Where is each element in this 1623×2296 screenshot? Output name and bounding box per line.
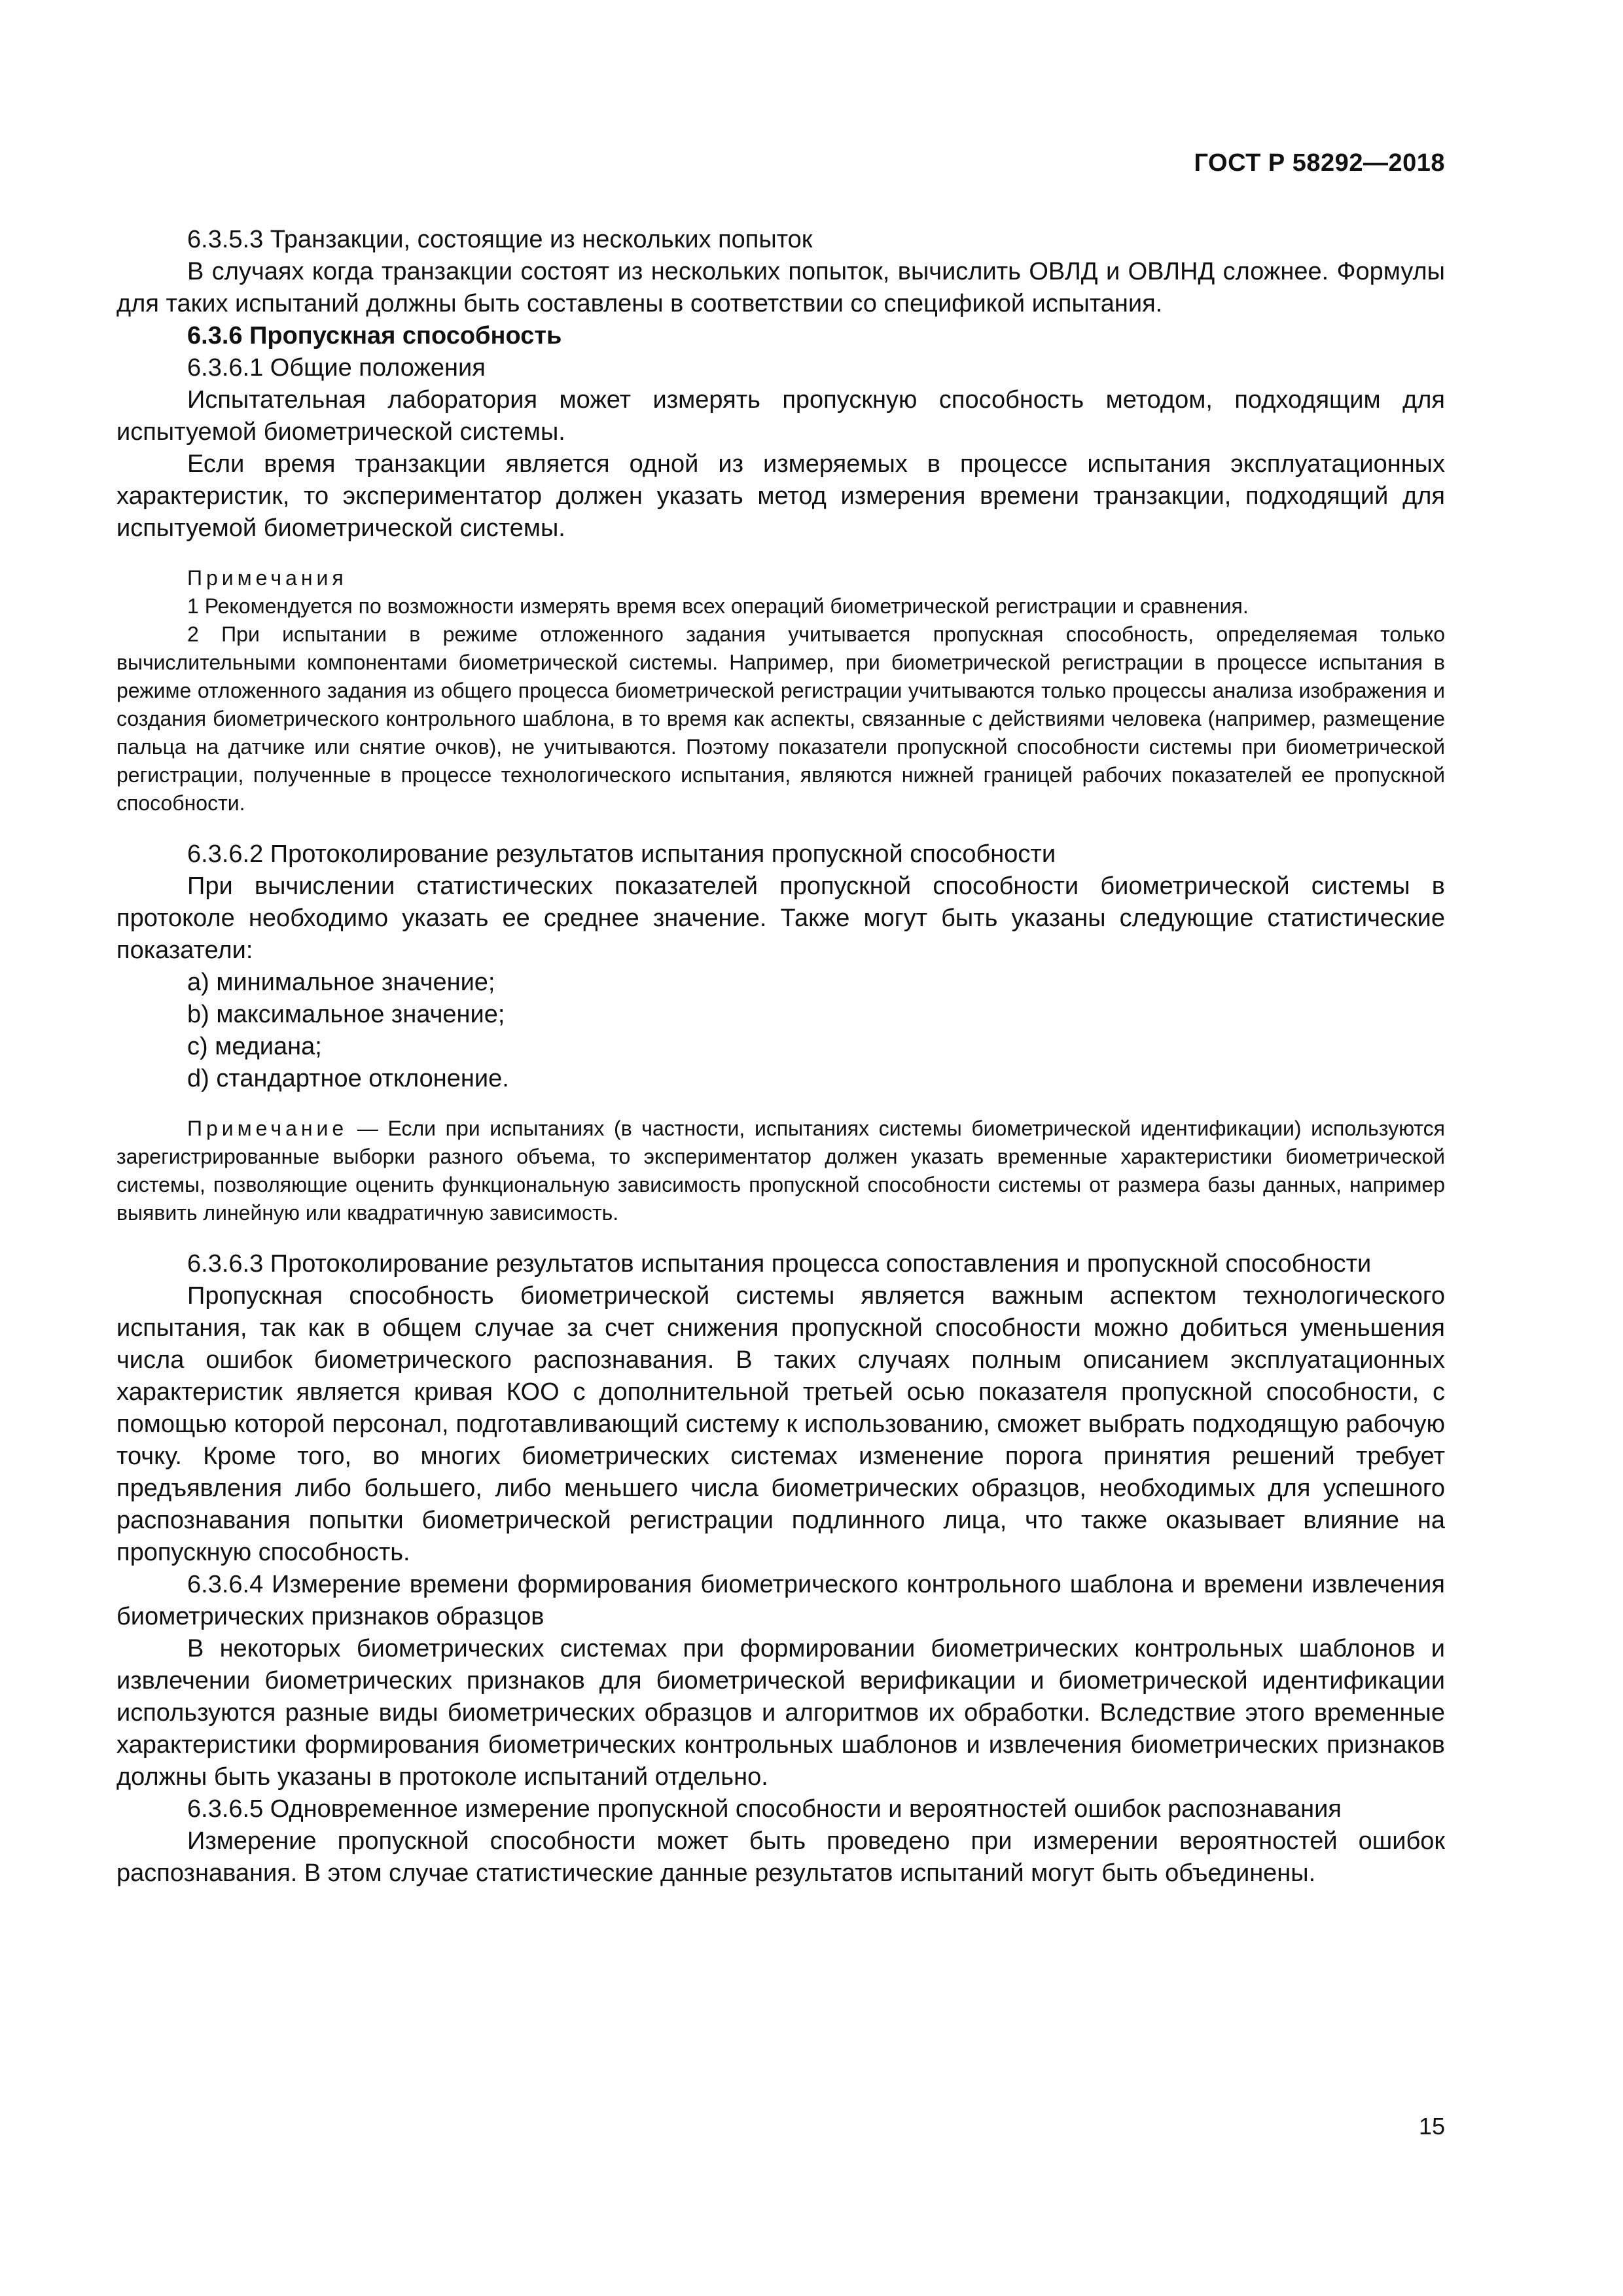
section-6-3-6-5-paragraph: Измерение пропускной способности может быть проведено при измерении вероятностей ошибок распознавания. В этом случае статистические данные результатов испытаний могут быть объединены. [116,1827,1445,1887]
section-6-3-6-4-title: 6.3.6.4 Измерение времени формирования биометрического контрольного шаблона и времени извлечения биометрических признаков образцов [116,1571,1445,1630]
document-body [116,224,1445,1890]
list-item-b: b) максимальное значение; [187,1001,505,1028]
list-item-d: d) стандартное отклонение. [187,1065,509,1092]
notes-block-1 [116,564,1445,817]
note-text: — Если при испытаниях (в частности, испытаниях системы биометрической идентификации) используются зарегистрированные выборки разного объема, то экспериментатор должен указать временные характеристики биометрической системы, позволяющие оценить функциональную зависимость пропускной способности системы от размера базы данных, например выявить линейную или квадратичную зависимость. [116,1117,1445,1225]
section-6-3-6-1-title: 6.3.6.1 Общие положения [187,354,486,382]
page-number: 15 [1418,2113,1445,2140]
section-6-3-5-3-paragraph: В случаях когда транзакции состоят из нескольких попыток, вычислить ОВЛД и ОВЛНД сложнее. Формулы для таких испытаний должны быть составлены в соответствии со спецификой испытания. [116,258,1445,317]
list-item-c: c) медиана; [187,1033,322,1060]
section-6-3-6-2-title: 6.3.6.2 Протоколирование результатов испытания пропускной способности [187,840,1056,868]
section-6-3-6-2-paragraph: При вычислении статистических показателей пропускной способности биометрической системы в протоколе необходимо указать ее среднее значение. Также могут быть указаны следующие статистические показатели: [116,872,1445,964]
section-6-3-6-1-paragraph-2: Если время транзакции является одной из измеряемых в процессе испытания эксплуатационных характеристик, то экспериментатор должен указать метод измерения времени транзакции, подходящий для испытуемой биометрической системы. [116,450,1445,542]
section-6-3-5-3-title: 6.3.5.3 Транзакции, состоящие из нескольких попыток [187,226,813,253]
section-6-3-6-4-paragraph: В некоторых биометрических системах при формировании биометрических контрольных шаблонов и извлечении биометрических признаков для биометрической верификации и биометрической идентификации используются разные виды биометрических образцов и алгоритмов их обработки. Вследствие этого временные характеристики формирования биометрических контрольных шаблонов и извлечения биометрических признаков должны быть указаны в протоколе испытаний отдельно. [116,1635,1445,1791]
section-6-3-6-1-paragraph-1: Испытательная лаборатория может измерять пропускную способность методом, подходящим для испытуемой биометрической системы. [116,386,1445,446]
list-item-a: a) минимальное значение; [187,969,495,996]
note-1: 1 Рекомендуется по возможности измерять время всех операций биометрической регистрации и сравнения. [187,594,1249,618]
section-6-3-6-3-paragraph: Пропускная способность биометрической системы является важным аспектом технологического испытания, так как в общем случае за счет снижения пропускной способности можно добиться уменьшения числа ошибок биометрического распознавания. В таких случаях полным описанием эксплуатационных характеристик является кривая КОО с дополнительной третьей осью показателя пропускной способности, с помощью которой персонал, подготавливающий систему к использованию, сможет выбрать подходящую рабочую точку. Кроме того, во многих биометрических системах изменение порога принятия решений требует предъявления либо большего, либо меньшего числа биометрических образцов, необходимых для успешного распознавания попытки биометрической регистрации подлинного лица, что также оказывает влияние на пропускную способность. [116,1282,1445,1566]
note-label: Примечание [187,1117,348,1140]
note-2-paragraph [116,1115,1445,1227]
notes-label: Примечания [187,566,348,590]
section-6-3-6-3-title: 6.3.6.3 Протоколирование результатов испытания процесса сопоставления и пропускной способности [187,1250,1372,1278]
section-6-3-6-5-title: 6.3.6.5 Одновременное измерение пропускной способности и вероятностей ошибок распознавания [187,1795,1342,1823]
section-6-3-6-title: 6.3.6 Пропускная способность [187,322,562,350]
standard-header: ГОСТ Р 58292—2018 [1194,149,1445,177]
note-2: 2 При испытании в режиме отложенного задания учитывается пропускная способность, определяемая только вычислительными компонентами биометрической системы. Например, при биометрической регистрации в процессе испытания в режиме отложенного задания из общего процесса биометрической регистрации учитываются только процессы анализа изображения и создания биометрического контрольного шаблона, в то время как аспекты, связанные с действиями человека (например, размещение пальца на датчике или снятие очков), не учитываются. Поэтому показатели пропускной способности системы при биометрической регистрации, полученные в процессе технологического испытания, являются нижней границей рабочих показателей ее пропускной способности. [116,622,1445,815]
notes-block-2 [116,1115,1445,1227]
